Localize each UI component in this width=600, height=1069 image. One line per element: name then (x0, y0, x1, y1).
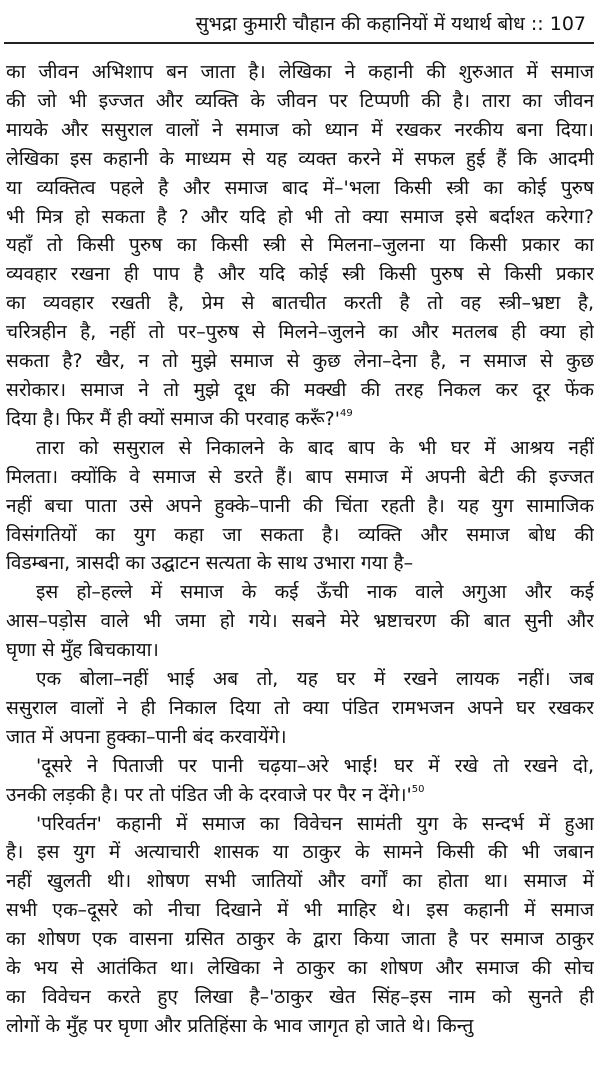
text-line: विडम्बना, त्रासदी का उद्घाटन सत्यता के साथ उभारा गया है– (6, 552, 414, 575)
text-line (6, 781, 594, 810)
text-line: मायके और ससुराल वालों ने समाज को ध्यान में रखकर नरकीय बना दिया। (6, 118, 594, 141)
text-line: का जीवन अभिशाप बन जाता है। लेखिका ने कहानी की शुरुआत में समाज (6, 61, 594, 83)
text-line: का व्यवहार रखती है, प्रेम से बातचीत करती है तो वह स्त्री–भ्रष्टा है, (6, 292, 594, 315)
text-line: आस–पड़ोस वाले भी जमा हो गये। सबने मेरे भ्रष्टाचरण की बात सुनी और (6, 610, 594, 633)
text-line: के भय से आतंकित था। लेखिका ने ठाकुर का शोषण और समाज की सोच (6, 957, 594, 980)
paragraph (6, 665, 594, 752)
text-line: व्यवहार रखना ही पाप है और यदि कोई स्त्री किसी पुरुष से किसी प्रकार (6, 263, 594, 286)
text-line: इस हो–हल्ले में समाज के कई ऊँची नाक वाले अगुआ और कई (36, 581, 594, 604)
text-line: 'परिवर्तन' कहानी में समाज का विवेचन सामंती युग के सन्दर्भ में हुआ (36, 812, 594, 835)
text-line-content: दिया है। फिर मैं ही क्यों समाज की परवाह करूँ?' (6, 407, 340, 430)
paragraph (6, 752, 594, 810)
text-line: एक बोला–नहीं भाई अब तो, यह घर में रखने लायक नहीं। जब (36, 668, 594, 691)
text-line: जात में अपना हुक्का–पानी बंद करवायेंगे। (6, 725, 287, 748)
text-line: है। इस युग में अत्याचारी शासक या ठाकुर के सामने किसी की भी जबान (6, 841, 594, 864)
text-line: या व्यक्तित्व पहले है और समाज बाद में–'भला किसी स्त्री का कोई पुरुष (6, 176, 594, 199)
text-line: नहीं बचा पाता उसे अपने हुक्के–पानी की चिंता रहती है। यह युग सामाजिक (6, 494, 594, 517)
running-header (14, 10, 586, 38)
text-line: 'दूसरे ने पिताजी पर पानी चढ़या–अरे भाई! घर में रखे तो रखने दो, (36, 754, 594, 777)
paragraph (6, 810, 594, 1041)
paragraph (6, 58, 594, 434)
text-line: का शोषण एक वासना ग्रसित ठाकुर के द्वारा किया जाता है पर समाज ठाकुर (6, 928, 594, 951)
text-line: विसंगतियों का युग कहा जा सकता है। व्यक्ति और समाज बोध की (6, 523, 594, 546)
text-line: सरोकार। समाज ने तो मुझे दूध की मक्खी की तरह निकल कर दूर फेंक (6, 378, 594, 401)
text-line: की जो भी इज्जत और व्यक्ति के जीवन पर टिप्पणी की है। तारा का जीवन (6, 89, 594, 112)
text-line (6, 405, 594, 434)
text-line: सकता है? खैर, न तो मुझे समाज से कुछ लेना–देना है, न समाज से कुछ (6, 350, 594, 373)
page-number: 107 (549, 13, 586, 35)
text-line: मिलता। क्योंकि वे समाज से डरते हैं। बाप समाज में अपनी बेटी की इज्जत (6, 465, 594, 488)
text-line: यहाँ तो किसी पुरुष का किसी स्त्री से मिलना–जुलना या किसी प्रकार का (6, 234, 594, 257)
text-line: लोगों के मुँह पर घृणा और प्रतिहिंसा के भाव जागृत हो जाते थे। किन्तु (6, 1014, 474, 1037)
text-line: सभी एक–दूसरे को नीचा दिखाने में भी माहिर थे। इस कहानी में समाज (6, 899, 594, 922)
running-title: सुभद्रा कुमारी चौहान की कहानियों में यथार्थ बोध (195, 13, 525, 35)
text-line: ससुराल वालों ने ही निकाल दिया तो क्या पंडित रामभजन अपने घर रखकर (6, 696, 594, 719)
text-line: तारा को ससुराल से निकालने के बाद बाप के भी घर में आश्रय नहीं (36, 436, 594, 459)
text-line: भी मित्र हो सकता है ? और यदि हो भी तो क्या समाज इसे बर्दाश्त करेगा? (6, 205, 594, 228)
paragraph (6, 578, 594, 665)
footnote-marker: 49 (339, 407, 353, 419)
footnote-marker: 50 (411, 783, 425, 795)
text-line: चरित्रहीन है, नहीं तो पर–पुरुष से मिलने–जुलने का और मतलब ही क्या हो (6, 321, 594, 344)
body-text (6, 58, 594, 1041)
text-line-content: उनकी लड़की है। पर तो पंडित जी के दरवाजे पर पैर न देंगे।' (6, 783, 412, 806)
text-line: लेखिका इस कहानी के माध्यम से यह व्यक्त करने में सफल हुई हैं कि आदमी (6, 147, 594, 170)
header-rule (4, 42, 594, 44)
paragraph (6, 434, 594, 579)
header-separator: :: (530, 13, 544, 35)
text-line: का विवेचन करते हुए लिखा है–'ठाकुर खेत सिंह–इस नाम को सुनते ही (6, 986, 594, 1008)
text-line: घृणा से मुँह बिचकाया। (6, 639, 159, 662)
text-line: नहीं खुलती थी। शोषण सभी जातियों और वर्गों का होता था। समाज में (6, 870, 594, 893)
